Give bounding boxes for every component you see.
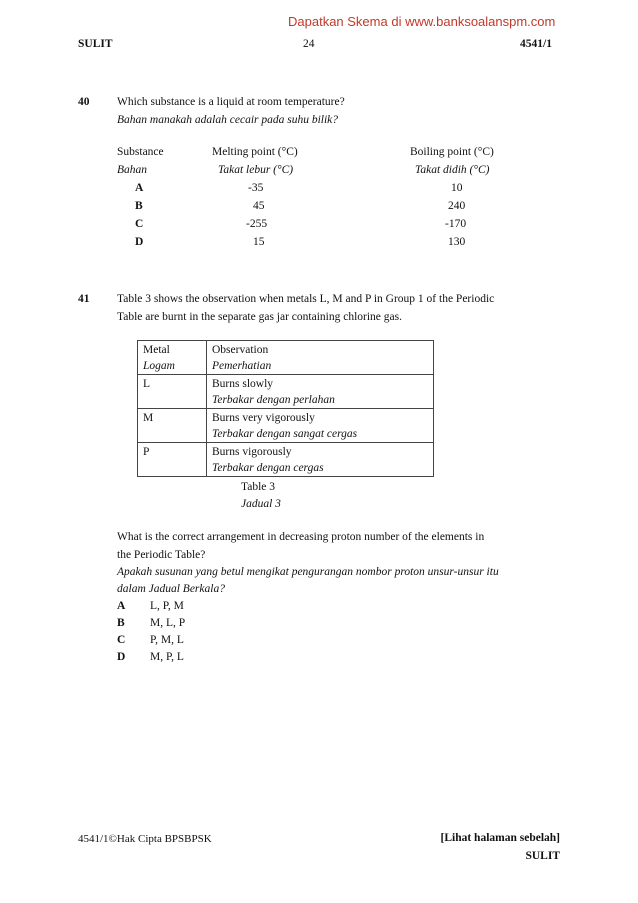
page-number: 24 (303, 38, 315, 50)
q41-number: 41 (78, 293, 90, 305)
q40-col-boiling-ms: Takat didih (°C) (415, 164, 490, 176)
header-observation-cell (207, 341, 434, 375)
table-caption-en: Table 3 (241, 481, 276, 493)
q41-intro-line2: Table are burnt in the separate gas jar containing chlorine gas. (117, 311, 402, 323)
observation-cell (207, 443, 434, 477)
q40-col-boiling-en: Boiling point (°C) (410, 146, 494, 158)
q41-question-en-1: What is the correct arrangement in decreasing proton number of the elements in (117, 531, 485, 543)
q40-melting-value: 15 (253, 236, 265, 248)
metal-cell: P (138, 443, 207, 477)
q40-col-melting-en: Melting point (°C) (212, 146, 298, 158)
q40-question-ms: Bahan manakah adalah cecair pada suhu bilik? (117, 114, 339, 126)
option-label: C (117, 634, 126, 646)
header-metal-cell (138, 341, 207, 375)
q40-row-label: B (135, 200, 143, 212)
q40-row-label: C (135, 218, 144, 230)
metal-cell: L (138, 375, 207, 409)
table-caption-ms: Jadual 3 (241, 498, 281, 510)
observation-cell (207, 409, 434, 443)
q40-col-substance-en: Substance (117, 146, 164, 158)
q40-boiling-value: -170 (445, 218, 467, 230)
footer-copyright: 4541/1©Hak Cipta BPSBPSK (78, 833, 212, 845)
observation-en: Burns very vigorously (212, 412, 315, 424)
paper-code: 4541/1 (520, 38, 552, 50)
observation-en: Burns slowly (212, 378, 274, 390)
table-row (138, 443, 434, 477)
option-label: D (117, 651, 126, 663)
metal-cell: M (138, 409, 207, 443)
header-observation-ms: Pemerhatian (212, 360, 272, 372)
option-label: B (117, 617, 125, 629)
option-label: A (117, 600, 126, 612)
q40-melting-value: -35 (248, 182, 264, 194)
observation-ms: Terbakar dengan sangat cergas (212, 428, 358, 440)
q40-col-substance-ms: Bahan (117, 164, 148, 176)
footer-sulit: SULIT (525, 850, 560, 862)
q41-question-ms-2: dalam Jadual Berkala? (117, 583, 225, 595)
observation-ms: Terbakar dengan cergas (212, 462, 324, 474)
observation-cell (207, 375, 434, 409)
observation-en: Burns vigorously (212, 446, 292, 458)
header-observation-en: Observation (212, 344, 269, 356)
q40-row-label: D (135, 236, 144, 248)
watermark-text: Dapatkan Skema di www.banksoalanspm.com (288, 14, 556, 29)
q40-col-melting-ms: Takat lebur (°C) (218, 164, 294, 176)
header-metal-en: Metal (143, 344, 170, 356)
q40-question-en: Which substance is a liquid at room temperature? (117, 96, 345, 108)
q40-row-label: A (135, 182, 144, 194)
table-row (138, 375, 434, 409)
q41-intro-line1: Table 3 shows the observation when metals L, M and P in Group 1 of the Periodic (117, 293, 495, 305)
footer-next-page: [Lihat halaman sebelah] (440, 832, 560, 844)
option-text: L, P, M (150, 600, 184, 612)
observation-ms: Terbakar dengan perlahan (212, 394, 335, 406)
q40-boiling-value: 10 (451, 182, 463, 194)
option-text: M, L, P (150, 617, 186, 629)
option-text: P, M, L (150, 634, 184, 646)
q40-boiling-value: 240 (448, 200, 466, 212)
q40-melting-value: -255 (246, 218, 268, 230)
q41-question-ms-1: Apakah susunan yang betul mengikat pengurangan nombor proton unsur-unsur itu (117, 566, 499, 578)
q40-number: 40 (78, 96, 90, 108)
table-row (138, 409, 434, 443)
option-text: M, P, L (150, 651, 184, 663)
header-metal-ms: Logam (143, 360, 175, 372)
table-header-row (138, 341, 434, 375)
q40-melting-value: 45 (253, 200, 265, 212)
q40-boiling-value: 130 (448, 236, 466, 248)
header-sulit: SULIT (78, 38, 113, 50)
q41-question-en-2: the Periodic Table? (117, 549, 206, 561)
observation-table (137, 340, 434, 477)
